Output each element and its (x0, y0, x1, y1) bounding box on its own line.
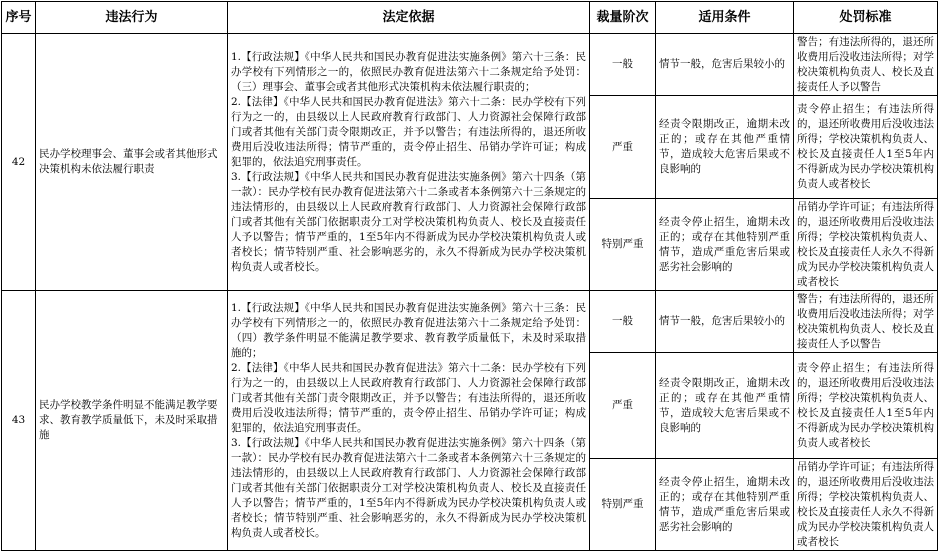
basis-item: 1.【行政法规】《中华人民共和国民办教育促进法实施条例》第六十三条：民办学校有下列情形之一的，依照民办教育促进法第六十二条规定给予处罚：（三）理事会、董事会或者其他形式决策机构未依法履行职责的； (231, 50, 586, 93)
header-no: 序号 (2, 2, 36, 34)
row-number: 43 (2, 291, 36, 551)
standard-text: 警告；有违法所得的，退还所收费用后没收违法所得；对学校决策机构负责人、校长及直接责任人予以警告 (794, 291, 938, 353)
standard-text: 吊销办学许可证；有违法所得的，退还所收费用后没收违法所得；学校决策机构负责人、校长及直接责任人永久不得新成为民办学校决策机构负责人或者校长 (794, 459, 938, 551)
condition-text: 经责令限期改正，逾期未改正的；或存在其他严重情节，造成较大危害后果或不良影响的 (656, 96, 794, 199)
basis-item: 1.【行政法规】《中华人民共和国民办教育促进法实施条例》第六十三条：民办学校有下列情形之一的，依照民办教育促进法第六十二条规定给予处罚：（四）教学条件明显不能满足教学要求、教育教学质量低下，未及时采取措施的； (231, 301, 586, 359)
legal-basis (228, 291, 590, 551)
header-violation: 违法行为 (36, 2, 228, 34)
basis-item: 3.【行政法规】《中华人民共和国民办教育促进法实施条例》第六十四条（第一款）：民办学校有民办教育促进法第六十二条或者本条例第六十三条规定的违法情形的，由县级以上人民政府教育行政部门、人力资源社会保障行政部门或者其他有关部门依据职责分工对学校决策机构负责人、校长及直接责任人予以警告；情节严重的，1至5年内不得新成为民办学校决策机构负责人或者校长；情节特别严重、社会影响恶劣的，永久不得新成为民办学校决策机构负责人或者校长。 (231, 436, 586, 539)
violation-text: 民办学校理事会、董事会或者其他形式决策机构未依法履行职责 (36, 34, 228, 291)
table-header-row (2, 2, 938, 34)
condition-text: 经责令停止招生，逾期未改正的；或存在其他特别严重情节，造成严重危害后果或恶劣社会影响的 (656, 199, 794, 291)
header-standard: 处罚标准 (794, 2, 938, 34)
standard-text: 吊销办学许可证；有违法所得的，退还所收费用后没收违法所得；学校决策机构负责人、校长及直接责任人永久不得新成为民办学校决策机构负责人或者校长 (794, 199, 938, 291)
level-label: 严重 (590, 353, 656, 459)
table-row (2, 34, 938, 96)
penalty-table (1, 1, 938, 551)
condition-text: 情节一般，危害后果较小的 (656, 291, 794, 353)
level-label: 特别严重 (590, 459, 656, 551)
violation-text: 民办学校教学条件明显不能满足教学要求、教育教学质量低下，未及时采取措施 (36, 291, 228, 551)
level-label: 一般 (590, 291, 656, 353)
condition-text: 情节一般，危害后果较小的 (656, 34, 794, 96)
standard-text: 警告；有违法所得的，退还所收费用后没收违法所得；对学校决策机构负责人、校长及直接责任人予以警告 (794, 34, 938, 96)
standard-text: 责令停止招生；有违法所得的，退还所收费用后没收违法所得；学校决策机构负责人、校长及直接责任人1至5年内不得新成为民办学校决策机构负责人或者校长 (794, 353, 938, 459)
header-level: 裁量阶次 (590, 2, 656, 34)
level-label: 严重 (590, 96, 656, 199)
condition-text: 经责令限期改正，逾期未改正的；或存在其他严重情节，造成较大危害后果或不良影响的 (656, 353, 794, 459)
legal-basis (228, 34, 590, 291)
table-row (2, 291, 938, 353)
row-number: 42 (2, 34, 36, 291)
header-basis: 法定依据 (228, 2, 590, 34)
standard-text: 责令停止招生；有违法所得的，退还所收费用后没收违法所得；学校决策机构负责人、校长及直接责任人1至5年内不得新成为民办学校决策机构负责人或者校长 (794, 96, 938, 199)
header-condition: 适用条件 (656, 2, 794, 34)
basis-item: 3.【行政法规】《中华人民共和国民办教育促进法实施条例》第六十四条（第一款）：民办学校有民办教育促进法第六十二条或者本条例第六十三条规定的违法情形的，由县级以上人民政府教育行政部门、人力资源社会保障行政部门或者其他有关部门依据职责分工对学校决策机构负责人、校长及直接责任人予以警告；情节严重的，1至5年内不得新成为民办学校决策机构负责人或者校长；情节特别严重、社会影响恶劣的，永久不得新成为民办学校决策机构负责人或者校长。 (231, 170, 586, 273)
level-label: 一般 (590, 34, 656, 96)
condition-text: 经责令停止招生，逾期未改正的；或存在其他特别严重情节，造成严重危害后果或恶劣社会影响的 (656, 459, 794, 551)
basis-item: 2.【法律】《中华人民共和国民办教育促进法》第六十二条：民办学校有下列行为之一的，由县级以上人民政府教育行政部门、人力资源社会保障行政部门或者其他有关部门责令限期改正，并予以警告；有违法所得的，退还所收费用后没收违法所得；情节严重的，责令停止招生、吊销办学许可证；构成犯罪的，依法追究刑事责任。 (231, 361, 586, 434)
basis-item: 2.【法律】《中华人民共和国民办教育促进法》第六十二条：民办学校有下列行为之一的，由县级以上人民政府教育行政部门、人力资源社会保障行政部门或者其他有关部门责令限期改正，并予以警告；有违法所得的，退还所收费用后没收违法所得；情节严重的，责令停止招生、吊销办学许可证；构成犯罪的，依法追究刑事责任。 (231, 95, 586, 168)
level-label: 特别严重 (590, 199, 656, 291)
